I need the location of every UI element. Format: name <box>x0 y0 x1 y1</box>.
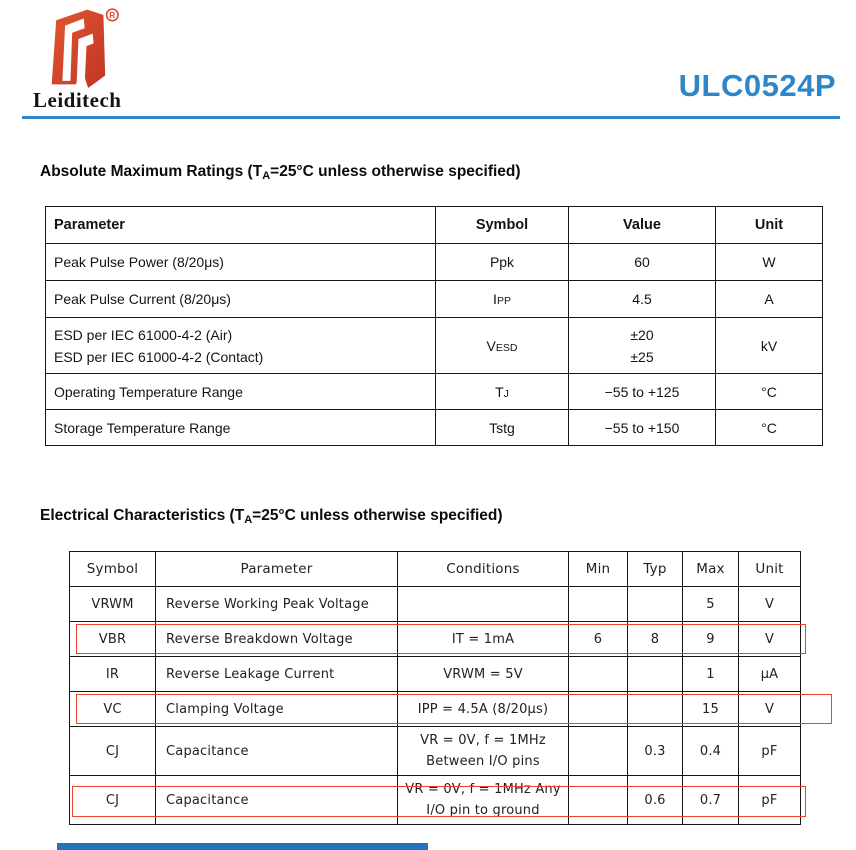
cell-min: 6 <box>569 622 628 657</box>
col-symbol: Symbol <box>70 552 156 587</box>
table-row <box>46 410 823 446</box>
cell-conditions: VRWM = 5V <box>398 657 569 692</box>
highlight-box-cj-ground-row <box>72 786 806 817</box>
col-max: Max <box>683 552 739 587</box>
cell-conditions: IT = 1mA <box>398 622 569 657</box>
cell-max: 15 <box>683 692 739 727</box>
cell-conditions <box>398 727 569 776</box>
cell-parameter: Storage Temperature Range <box>46 410 436 446</box>
cell-symbol <box>436 244 569 281</box>
conditions-line1: VR = 0V, f = 1MHz Any <box>405 782 561 797</box>
cell-symbol <box>436 281 569 318</box>
cell-parameter: Capacitance <box>156 776 398 825</box>
cell-parameter: Reverse Leakage Current <box>156 657 398 692</box>
registered-trademark-icon: R <box>109 11 116 21</box>
cell-unit: V <box>739 622 801 657</box>
abs-max-heading-sub: A <box>262 170 271 182</box>
elec-char-table <box>69 551 801 825</box>
cell-max: 0.4 <box>683 727 739 776</box>
col-conditions: Conditions <box>398 552 569 587</box>
cell-value: 4.5 <box>569 281 716 318</box>
cell-max: 5 <box>683 587 739 622</box>
cell-symbol: VRWM <box>70 587 156 622</box>
abs-max-heading <box>40 163 521 182</box>
elec-heading-prefix: Electrical Characteristics (T <box>40 507 245 524</box>
brand-name: Leiditech <box>33 88 122 112</box>
table-row <box>46 374 823 410</box>
abs-max-heading-suffix: =25°C unless otherwise specified) <box>270 163 521 180</box>
leiditech-logo-icon <box>36 6 128 88</box>
footer-bar <box>57 843 428 850</box>
parameter-line2: ESD per IEC 61000-4-2 (Contact) <box>54 348 264 365</box>
cell-unit: pF <box>739 776 801 825</box>
cell-unit: μA <box>739 657 801 692</box>
cell-typ: 8 <box>628 622 683 657</box>
cell-unit: kV <box>716 318 823 374</box>
part-number-title: ULC0524P <box>678 68 836 103</box>
abs-max-heading-prefix: Absolute Maximum Ratings (T <box>40 163 263 180</box>
symbol-main: Ppk <box>489 254 515 270</box>
col-symbol: Symbol <box>436 207 569 244</box>
cell-conditions <box>398 587 569 622</box>
value-line1: ±20 <box>630 326 654 343</box>
cell-symbol <box>436 410 569 446</box>
cell-parameter: Capacitance <box>156 727 398 776</box>
table-row <box>46 318 823 374</box>
cell-unit: W <box>716 244 823 281</box>
abs-max-table <box>45 206 823 446</box>
col-parameter: Parameter <box>156 552 398 587</box>
cell-value: −55 to +150 <box>569 410 716 446</box>
symbol-main: V <box>486 337 496 354</box>
cell-unit: A <box>716 281 823 318</box>
cell-unit: V <box>739 587 801 622</box>
cell-parameter: Peak Pulse Current (8/20μs) <box>46 281 436 318</box>
cell-parameter: Reverse Breakdown Voltage <box>156 622 398 657</box>
cell-typ: 0.6 <box>628 776 683 825</box>
cell-value: 60 <box>569 244 716 281</box>
col-typ: Typ <box>628 552 683 587</box>
cell-parameter: Operating Temperature Range <box>46 374 436 410</box>
cell-value <box>569 318 716 374</box>
col-parameter: Parameter <box>46 207 436 244</box>
cell-value: −55 to +125 <box>569 374 716 410</box>
cell-symbol: IR <box>70 657 156 692</box>
cell-symbol: VBR <box>70 622 156 657</box>
cell-max: 0.7 <box>683 776 739 825</box>
elec-char-heading <box>40 507 503 526</box>
cell-symbol <box>436 374 569 410</box>
cell-typ <box>628 587 683 622</box>
cell-min <box>569 587 628 622</box>
symbol-sub: J <box>503 387 509 400</box>
col-value: Value <box>569 207 716 244</box>
cell-symbol <box>436 318 569 374</box>
col-unit: Unit <box>739 552 801 587</box>
elec-heading-suffix: =25°C unless otherwise specified) <box>252 507 503 524</box>
cell-parameter: Peak Pulse Power (8/20μs) <box>46 244 436 281</box>
col-unit: Unit <box>716 207 823 244</box>
parameter-line1: ESD per IEC 61000-4-2 (Air) <box>54 326 233 343</box>
conditions-line2: I/O pin to ground <box>426 803 540 818</box>
elec-heading-sub: A <box>244 514 253 526</box>
cell-unit: °C <box>716 374 823 410</box>
cell-symbol: CJ <box>70 776 156 825</box>
conditions-line2: Between I/O pins <box>426 754 540 769</box>
highlight-box-vbr-row <box>76 624 806 654</box>
highlight-box-vc-row <box>76 694 832 724</box>
symbol-main: Tstg <box>489 419 515 436</box>
cell-max: 1 <box>683 657 739 692</box>
cell-min <box>569 727 628 776</box>
cell-max: 9 <box>683 622 739 657</box>
cell-unit: pF <box>739 727 801 776</box>
table-row <box>46 281 823 318</box>
value-line2: ±25 <box>630 348 654 365</box>
cell-parameter <box>46 318 436 374</box>
abs-max-header-row <box>46 207 823 244</box>
header-divider <box>22 116 840 119</box>
elec-header-row <box>70 552 801 587</box>
cell-typ: 0.3 <box>628 727 683 776</box>
cell-parameter: Clamping Voltage <box>156 692 398 727</box>
symbol-main: T <box>495 383 504 400</box>
conditions-line1: VR = 0V, f = 1MHz <box>420 733 546 748</box>
cell-unit: °C <box>716 410 823 446</box>
col-min: Min <box>569 552 628 587</box>
cell-conditions: IPP = 4.5A (8/20μs) <box>398 692 569 727</box>
table-row <box>70 587 801 622</box>
cell-symbol: CJ <box>70 727 156 776</box>
table-row <box>70 727 801 776</box>
symbol-main: I <box>493 291 497 307</box>
cell-parameter: Reverse Working Peak Voltage <box>156 587 398 622</box>
symbol-sub: PP <box>496 295 511 307</box>
cell-min <box>569 657 628 692</box>
cell-unit: V <box>739 692 801 727</box>
table-row <box>70 657 801 692</box>
table-row <box>46 244 823 281</box>
cell-symbol: VC <box>70 692 156 727</box>
cell-typ <box>628 657 683 692</box>
symbol-sub: ESD <box>495 341 518 354</box>
